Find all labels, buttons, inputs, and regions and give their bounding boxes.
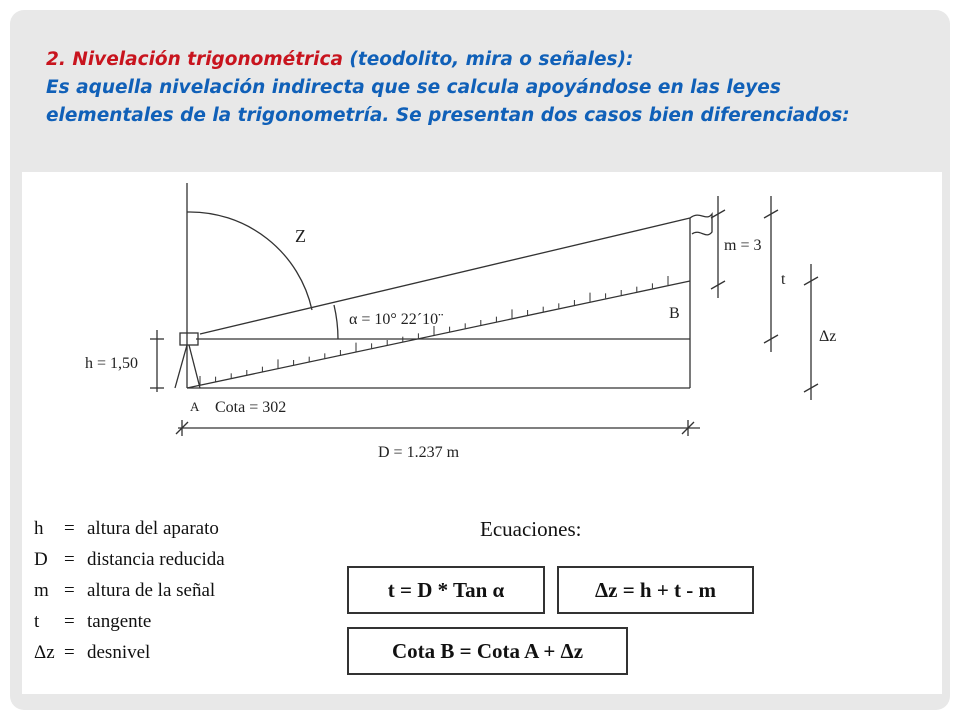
equation-cota: Cota B = Cota A + Δz: [347, 627, 628, 675]
d-label: D = 1.237 m: [378, 444, 460, 461]
section-number: 2.: [46, 49, 66, 70]
zenith-label: Z: [295, 226, 306, 246]
section-title: Nivelación trigonométrica: [72, 49, 343, 70]
ground-slope: [187, 281, 690, 388]
point-b-label: B: [669, 305, 680, 322]
dz-label: Δz: [819, 328, 837, 345]
equation-desnivel: Δz = h + t - m: [557, 566, 754, 614]
equation-tangent: t = D * Tan α: [347, 566, 545, 614]
slope-tick-marks: [200, 276, 668, 385]
section-subtitle: (teodolito, mira o señales):: [349, 49, 634, 70]
tripod-leg-right: [189, 345, 200, 388]
point-a-label: A: [190, 399, 200, 414]
cota-a-label: Cota = 302: [215, 399, 287, 416]
equations-title: Ecuaciones:: [480, 517, 582, 541]
zenith-arc: [187, 212, 312, 310]
instrument-icon: [180, 333, 198, 345]
alpha-arc: [334, 305, 338, 339]
signal-flag-icon: [690, 214, 712, 235]
t-label: t: [781, 271, 786, 288]
sight-line: [200, 218, 690, 334]
h-label: h = 1,50: [85, 355, 139, 372]
alpha-label: α = 10° 22´10¨: [349, 311, 444, 328]
m-label: m = 3: [724, 237, 762, 254]
header-line-3: elementales de la trigonometría. Se presentan dos casos bien diferenciados:: [46, 105, 850, 126]
tripod-leg-left: [175, 345, 187, 388]
header-line-2: Es aquella nivelación indirecta que se calcula apoyándose en las leyes: [46, 77, 781, 98]
